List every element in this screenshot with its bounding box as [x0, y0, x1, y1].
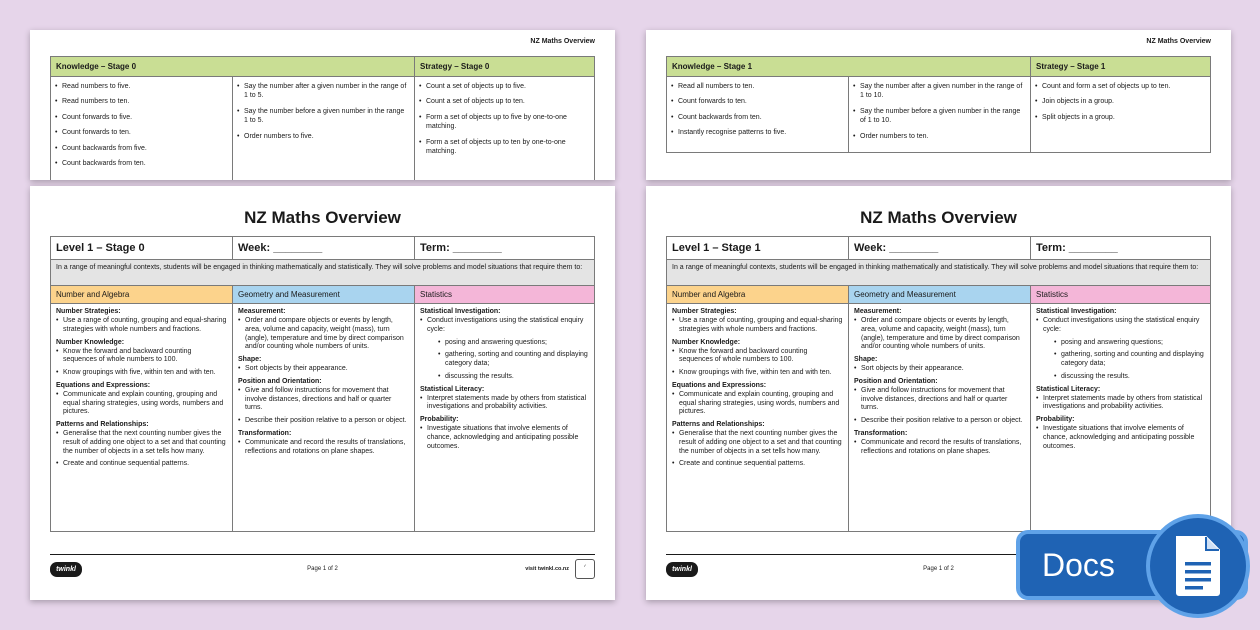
sheet-header-title: NZ Maths Overview	[1146, 38, 1211, 45]
sheet-header-title: NZ Maths Overview	[530, 38, 595, 45]
bullet-list	[238, 365, 409, 374]
page-number: Page 1 of 2	[923, 566, 954, 572]
bullet-list	[672, 348, 843, 378]
list-item: • Sort objects by their appearance.	[238, 365, 409, 374]
statistics-heading: Statistics	[415, 286, 594, 303]
bullet-list	[1036, 425, 1205, 451]
bullet-list	[854, 439, 1025, 457]
geometry-measurement-col	[849, 304, 1031, 531]
knowledge-sheet-stage-1	[646, 30, 1231, 180]
list-item: • Count a set of objects up to ten.	[419, 97, 590, 106]
statistics-heading: Statistics	[1031, 286, 1210, 303]
geometry-measurement-heading: Geometry and Measurement	[849, 286, 1031, 303]
term-cell: Term: ________	[420, 242, 502, 254]
list-item: • Form a set of objects up to five by one-to-one matching.	[419, 113, 590, 132]
geometry-measurement-heading: Geometry and Measurement	[233, 286, 415, 303]
subheading: Statistical Investigation:	[1036, 308, 1117, 315]
subheading: Equations and Expressions:	[672, 381, 767, 389]
number-algebra-col	[667, 304, 849, 531]
subheading: Shape:	[238, 356, 262, 363]
list-item: • Split objects in a group.	[1035, 113, 1206, 122]
subheading: Statistical Investigation:	[420, 308, 501, 315]
number-algebra-col	[51, 304, 233, 531]
section-header-row	[51, 286, 594, 304]
subheading: Measurement:	[854, 308, 902, 315]
list-item: • Order and compare objects or events by length, area, volume and capacity, weight (mass), turn (angle), temperature and time by direct comparison and/or counting whole numbers of units.	[854, 317, 1025, 352]
bullet-list	[854, 317, 1025, 352]
subheading: Patterns and Relationships:	[56, 421, 149, 428]
list-item: • Know groupings with five, within ten and with ten.	[56, 369, 227, 378]
list-item: • Instantly recognise patterns to five.	[671, 128, 844, 137]
docs-label: Docs	[1042, 546, 1115, 583]
list-item: • Give and follow instructions for movement that involve distances, directions and half or quarter turns.	[854, 387, 1025, 413]
strategy-col	[415, 77, 594, 180]
list-item: • Count backwards from ten.	[55, 159, 228, 168]
subheading: Statistical Literacy:	[1036, 385, 1101, 393]
bullet-list	[56, 348, 227, 378]
bullet-list	[55, 82, 228, 169]
bullet-list	[1035, 82, 1206, 122]
subheading: Transformation:	[854, 429, 908, 437]
list-item: • Use a range of counting, grouping and equal-sharing strategies with whole numbers and fractions.	[672, 317, 843, 335]
list-item: • Describe their position relative to a person or object.	[854, 417, 1025, 426]
statistics-col	[415, 304, 594, 531]
bullet-list	[853, 82, 1026, 141]
knowledge-table	[50, 56, 595, 180]
knowledge-col-2	[849, 77, 1031, 152]
overview-table	[666, 236, 1211, 532]
bullet-list	[56, 391, 227, 417]
overview-body	[667, 304, 1210, 531]
list-item: • Interpret statements made by others from statistical investigations and probability activities.	[420, 395, 589, 413]
bullet-list	[1036, 317, 1205, 335]
list-item: • Join objects in a group.	[1035, 97, 1206, 106]
list-item: • discussing the results.	[438, 373, 589, 382]
list-item: • Describe their position relative to a person or object.	[238, 417, 409, 426]
list-item: • posing and answering questions;	[1054, 339, 1205, 348]
list-item: • gathering, sorting and counting and displaying category data;	[1054, 351, 1205, 369]
geometry-measurement-col	[233, 304, 415, 531]
list-item: • Count forwards to ten.	[55, 128, 228, 137]
week-cell: Week: ________	[849, 237, 1031, 259]
subheading: Position and Orientation:	[854, 377, 938, 385]
subheading: Shape:	[854, 356, 878, 363]
list-item: • Form a set of objects up to ten by one-to-one matching.	[419, 138, 590, 157]
level-cell: Level 1 – Stage 0	[51, 237, 233, 259]
list-item: • Create and continue sequential patterns.	[672, 460, 843, 469]
bullet-list	[238, 439, 409, 457]
subheading: Probability:	[420, 416, 459, 423]
bullet-list	[419, 82, 590, 157]
list-item: • discussing the results.	[1054, 373, 1205, 382]
list-item: • Know the forward and backward counting sequences of whole numbers to 100.	[56, 348, 227, 366]
list-item: • Count backwards from ten.	[671, 113, 844, 122]
subheading: Measurement:	[238, 308, 286, 315]
bullet-list	[672, 391, 843, 417]
subheading: Position and Orientation:	[238, 377, 322, 385]
overview-header-row	[51, 237, 594, 260]
subheading: Number Knowledge:	[672, 338, 741, 346]
knowledge-table-header	[51, 57, 594, 77]
knowledge-table-body	[51, 77, 594, 180]
intro-text: In a range of meaningful contexts, students will be engaged in thinking mathematically and statistically. They will solve problems and model situations that require them to:	[667, 260, 1210, 286]
overview-body	[51, 304, 594, 531]
list-item: • posing and answering questions;	[438, 339, 589, 348]
twinkl-logo: twinkl	[50, 562, 82, 577]
list-item: • Communicate and explain counting, grouping and equal sharing strategies, using words, numbers and pictures.	[56, 391, 227, 417]
subheading: Transformation:	[238, 429, 292, 437]
knowledge-col-2	[233, 77, 415, 180]
bullet-list	[237, 82, 410, 141]
list-item: • Count forwards to ten.	[671, 97, 844, 106]
subheading: Number Knowledge:	[56, 338, 125, 346]
strategy-col	[1031, 77, 1210, 152]
list-item: • Use a range of counting, grouping and equal-sharing strategies with whole numbers and fractions.	[56, 317, 227, 335]
bullet-list	[238, 317, 409, 352]
list-item: • Communicate and record the results of translations, reflections and rotations on plane shapes.	[854, 439, 1025, 457]
list-item: • Investigate situations that involve elements of chance, acknowledging and anticipating possible outcomes.	[420, 425, 589, 451]
list-item: • Say the number before a given number in the range 1 to 5.	[237, 107, 410, 126]
intro-text: In a range of meaningful contexts, students will be engaged in thinking mathematically and statistically. They will solve problems and model situations that require them to:	[51, 260, 594, 286]
list-item: • Read numbers to ten.	[55, 97, 228, 106]
bullet-list	[420, 317, 589, 335]
bullet-list	[56, 430, 227, 469]
overview-sheet-stage-0	[30, 186, 615, 600]
list-item: • Conduct investigations using the statistical enquiry cycle:	[420, 317, 589, 335]
page-title: NZ Maths Overview	[860, 208, 1017, 227]
section-header-row	[667, 286, 1210, 304]
bullet-list	[672, 317, 843, 335]
list-item: • Know the forward and backward counting sequences of whole numbers to 100.	[672, 348, 843, 366]
sub-bullet-list	[438, 339, 589, 382]
list-item: • Generalise that the next counting number gives the result of adding one object to a set and that counting the number of objects in a set tells how many.	[672, 430, 843, 456]
list-item: • Count backwards from five.	[55, 144, 228, 153]
knowledge-table-header	[667, 57, 1210, 77]
bullet-list	[420, 395, 589, 413]
document-icon	[1146, 514, 1250, 618]
subheading: Probability:	[1036, 416, 1075, 423]
subheading: Equations and Expressions:	[56, 381, 151, 389]
knowledge-col-1	[667, 77, 849, 152]
sub-bullet-list	[1054, 339, 1205, 382]
knowledge-heading: Knowledge – Stage 1	[667, 57, 1031, 76]
quality-stamp-icon: ✓	[575, 559, 595, 579]
term-cell: Term: ________	[1036, 242, 1118, 254]
subheading: Number Strategies:	[56, 308, 121, 315]
list-item: • Count a set of objects up to five.	[419, 82, 590, 91]
list-item: • gathering, sorting and counting and displaying category data;	[438, 351, 589, 369]
footer-divider	[50, 554, 595, 555]
strategy-heading: Strategy – Stage 1	[1036, 62, 1106, 71]
list-item: • Give and follow instructions for movement that involve distances, directions and half or quarter turns.	[238, 387, 409, 413]
week-cell: Week: ________	[233, 237, 415, 259]
bullet-list	[420, 425, 589, 451]
subheading: Number Strategies:	[672, 308, 737, 315]
page-number: Page 1 of 2	[307, 566, 338, 572]
bullet-list	[672, 430, 843, 469]
list-item: • Generalise that the next counting number gives the result of adding one object to a set and that counting the number of objects in a set tells how many.	[56, 430, 227, 456]
subheading: Patterns and Relationships:	[672, 421, 765, 428]
list-item: • Read all numbers to ten.	[671, 82, 844, 91]
list-item: • Conduct investigations using the statistical enquiry cycle:	[1036, 317, 1205, 335]
list-item: • Count forwards to five.	[55, 113, 228, 122]
list-item: • Say the number after a given number in the range of 1 to 5.	[237, 82, 410, 101]
list-item: • Know groupings with five, within ten and with ten.	[672, 369, 843, 378]
knowledge-sheet-stage-0	[30, 30, 615, 180]
twinkl-logo: twinkl	[666, 562, 698, 577]
list-item: • Count and form a set of objects up to ten.	[1035, 82, 1206, 91]
list-item: • Order numbers to ten.	[853, 132, 1026, 141]
knowledge-table-body	[667, 77, 1210, 152]
list-item: • Say the number before a given number in the range of 1 to 10.	[853, 107, 1026, 126]
strategy-heading: Strategy – Stage 0	[420, 62, 490, 71]
list-item: • Create and continue sequential patterns.	[56, 460, 227, 469]
list-item: • Communicate and explain counting, grouping and equal sharing strategies, using words, numbers and pictures.	[672, 391, 843, 417]
overview-header-row	[667, 237, 1210, 260]
visit-link[interactable]: visit twinkl.co.nz	[525, 566, 569, 572]
page-title: NZ Maths Overview	[244, 208, 401, 227]
list-item: • Say the number after a given number in the range of 1 to 10.	[853, 82, 1026, 101]
bullet-list	[1036, 395, 1205, 413]
docs-badge[interactable]	[1016, 530, 1248, 600]
statistics-col	[1031, 304, 1210, 531]
bullet-list	[238, 387, 409, 426]
list-item: • Order and compare objects or events by length, area, volume and capacity, weight (mass), turn (angle), temperature and time by direct comparison and/or counting whole numbers of units.	[238, 317, 409, 352]
list-item: • Communicate and record the results of translations, reflections and rotations on plane shapes.	[238, 439, 409, 457]
subheading: Statistical Literacy:	[420, 385, 485, 393]
overview-table	[50, 236, 595, 532]
number-algebra-heading: Number and Algebra	[667, 286, 849, 303]
knowledge-col-1	[51, 77, 233, 180]
list-item: • Sort objects by their appearance.	[854, 365, 1025, 374]
bullet-list	[671, 82, 844, 138]
level-cell: Level 1 – Stage 1	[667, 237, 849, 259]
knowledge-table	[666, 56, 1211, 153]
bullet-list	[56, 317, 227, 335]
bullet-list	[854, 365, 1025, 374]
list-item: • Interpret statements made by others from statistical investigations and probability activities.	[1036, 395, 1205, 413]
number-algebra-heading: Number and Algebra	[51, 286, 233, 303]
list-item: • Investigate situations that involve elements of chance, acknowledging and anticipating possible outcomes.	[1036, 425, 1205, 451]
knowledge-heading: Knowledge – Stage 0	[51, 57, 415, 76]
bullet-list	[854, 387, 1025, 426]
list-item: • Order numbers to five.	[237, 132, 410, 141]
list-item: • Read numbers to five.	[55, 82, 228, 91]
